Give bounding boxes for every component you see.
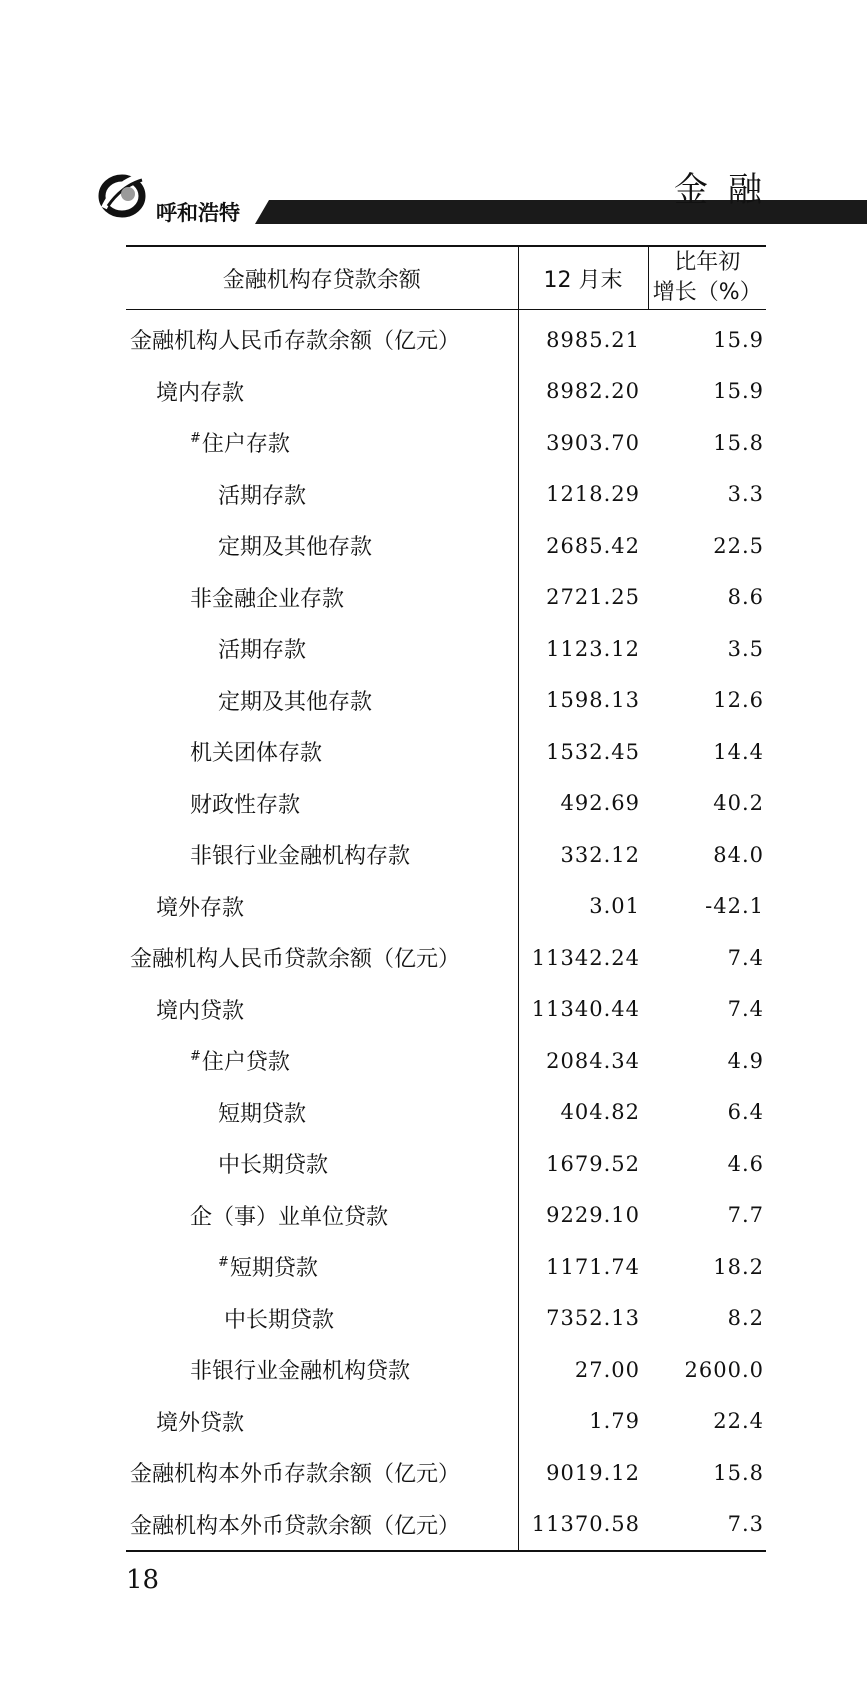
table-row	[126, 1138, 766, 1190]
row-value: 2084.34	[518, 1035, 648, 1087]
table-row	[126, 829, 766, 881]
row-label	[126, 1190, 518, 1242]
row-label-text: 定期及其他存款	[218, 535, 373, 561]
row-label	[126, 881, 518, 933]
table-row	[126, 1190, 766, 1242]
row-label	[126, 366, 518, 418]
row-label	[126, 726, 518, 778]
row-value: 404.82	[518, 1087, 648, 1139]
column-header-item: 金融机构存贷款余额	[126, 247, 518, 310]
table-row	[126, 881, 766, 933]
row-growth: 4.6	[727, 1151, 764, 1176]
row-growth: 7.4	[727, 945, 764, 970]
row-label-text: 境内贷款	[156, 998, 245, 1024]
row-label	[126, 469, 518, 521]
row-growth: -42.1	[705, 894, 764, 919]
page-header	[0, 150, 867, 240]
table-header-row	[126, 247, 766, 310]
table-row	[126, 1087, 766, 1139]
table-row	[126, 623, 766, 675]
row-growth: 12.6	[713, 688, 764, 713]
row-value: 1.79	[518, 1396, 648, 1448]
row-value: 1171.74	[518, 1241, 648, 1293]
table-row	[126, 675, 766, 727]
row-growth: 3.5	[727, 636, 764, 661]
row-value: 2721.25	[518, 572, 648, 624]
row-value: 11340.44	[518, 984, 648, 1036]
row-label-text: 短期贷款	[218, 1101, 307, 1127]
row-label-text: 短期贷款	[229, 1256, 318, 1282]
row-value: 1123.12	[518, 623, 648, 675]
table-row	[126, 726, 766, 778]
row-mark: #	[218, 1255, 229, 1271]
table-row	[126, 1344, 766, 1396]
deposit-loan-table	[126, 245, 766, 1552]
column-header-month: 12 月末	[518, 247, 648, 310]
row-label-text: 机关团体存款	[190, 741, 323, 767]
row-value: 3.01	[518, 881, 648, 933]
row-growth: 6.4	[727, 1100, 764, 1125]
row-label	[126, 675, 518, 727]
table-row	[126, 932, 766, 984]
row-value: 8982.20	[518, 366, 648, 418]
section-title: 金融	[674, 170, 782, 210]
row-label	[126, 984, 518, 1036]
row-label-text: 境外存款	[156, 895, 245, 921]
row-value: 9229.10	[518, 1190, 648, 1242]
table-row	[126, 984, 766, 1036]
row-label-text: 住户贷款	[201, 1050, 290, 1076]
row-value: 11370.58	[518, 1499, 648, 1551]
column-header-growth	[648, 247, 766, 310]
row-growth: 15.8	[713, 430, 764, 455]
row-label-text: 金融机构本外币贷款余额（亿元）	[130, 1513, 461, 1539]
row-value: 8985.21	[518, 310, 648, 366]
row-label-text: 住户存款	[201, 432, 290, 458]
row-value: 9019.12	[518, 1447, 648, 1499]
row-label	[126, 932, 518, 984]
row-growth: 15.9	[713, 379, 764, 404]
row-label-text: 中长期贷款	[224, 1307, 335, 1333]
row-growth: 84.0	[713, 842, 764, 867]
row-label-text: 境外贷款	[156, 1410, 245, 1436]
row-label-text: 金融机构人民币贷款余额（亿元）	[130, 947, 461, 973]
row-label	[126, 572, 518, 624]
row-label-text: 金融机构人民币存款余额（亿元）	[130, 329, 461, 355]
row-growth: 7.7	[727, 1203, 764, 1228]
table-row	[126, 572, 766, 624]
row-growth: 18.2	[713, 1254, 764, 1279]
row-label	[126, 1396, 518, 1448]
table-row	[126, 1447, 766, 1499]
row-value: 1218.29	[518, 469, 648, 521]
row-label	[126, 1499, 518, 1551]
row-growth: 4.9	[727, 1048, 764, 1073]
row-label	[126, 1035, 518, 1087]
row-growth: 2600.0	[684, 1357, 764, 1382]
row-value: 27.00	[518, 1344, 648, 1396]
row-label	[126, 829, 518, 881]
row-label	[126, 1293, 518, 1345]
row-value: 11342.24	[518, 932, 648, 984]
row-mark: #	[190, 431, 201, 447]
row-label	[126, 1138, 518, 1190]
row-label-text: 活期存款	[218, 638, 307, 664]
row-value: 492.69	[518, 778, 648, 830]
row-growth: 40.2	[713, 791, 764, 816]
table-row	[126, 520, 766, 572]
row-growth: 22.4	[713, 1409, 764, 1434]
row-label	[126, 1087, 518, 1139]
row-growth: 14.4	[713, 739, 764, 764]
table-row	[126, 778, 766, 830]
table-row	[126, 366, 766, 418]
table-row	[126, 310, 766, 366]
row-growth: 7.4	[727, 997, 764, 1022]
row-growth: 15.9	[713, 327, 764, 352]
row-label-text: 非银行业金融机构贷款	[190, 1359, 411, 1385]
row-label-text: 定期及其他存款	[218, 689, 373, 715]
row-label	[126, 778, 518, 830]
table-row	[126, 1293, 766, 1345]
row-label-text: 活期存款	[218, 483, 307, 509]
column-header-growth-line1: 比年初	[674, 250, 741, 275]
row-value: 1679.52	[518, 1138, 648, 1190]
city-name: 呼和浩特	[156, 200, 240, 225]
row-value: 3903.70	[518, 417, 648, 469]
row-value: 2685.42	[518, 520, 648, 572]
row-label-text: 中长期贷款	[218, 1153, 329, 1179]
row-mark: #	[190, 1049, 201, 1065]
table-row	[126, 1499, 766, 1551]
table-row	[126, 1035, 766, 1087]
row-label	[126, 310, 518, 366]
table-row	[126, 1241, 766, 1293]
row-label-text: 非金融企业存款	[190, 586, 345, 612]
table-row	[126, 417, 766, 469]
row-growth: 7.3	[727, 1512, 764, 1537]
row-label	[126, 623, 518, 675]
row-growth: 8.2	[727, 1306, 764, 1331]
row-growth: 3.3	[727, 482, 764, 507]
row-label-text: 财政性存款	[190, 792, 301, 818]
column-header-growth-line2: 增长（%）	[652, 280, 762, 305]
row-value: 1532.45	[518, 726, 648, 778]
row-growth: 8.6	[727, 585, 764, 610]
row-label	[126, 417, 518, 469]
row-growth: 15.8	[713, 1460, 764, 1485]
row-label-text: 金融机构本外币存款余额（亿元）	[130, 1462, 461, 1488]
row-label	[126, 1344, 518, 1396]
swirl-logo-icon	[98, 168, 148, 222]
row-label-text: 境内存款	[156, 380, 245, 406]
row-value: 1598.13	[518, 675, 648, 727]
table-row	[126, 469, 766, 521]
row-label	[126, 520, 518, 572]
table-row	[126, 1396, 766, 1448]
row-value: 332.12	[518, 829, 648, 881]
row-label-text: 非银行业金融机构存款	[190, 844, 411, 870]
row-label	[126, 1447, 518, 1499]
row-label	[126, 1241, 518, 1293]
row-value: 7352.13	[518, 1293, 648, 1345]
row-label-text: 企（事）业单位贷款	[190, 1204, 389, 1230]
row-growth: 22.5	[713, 533, 764, 558]
page-number: 18	[126, 1565, 160, 1595]
